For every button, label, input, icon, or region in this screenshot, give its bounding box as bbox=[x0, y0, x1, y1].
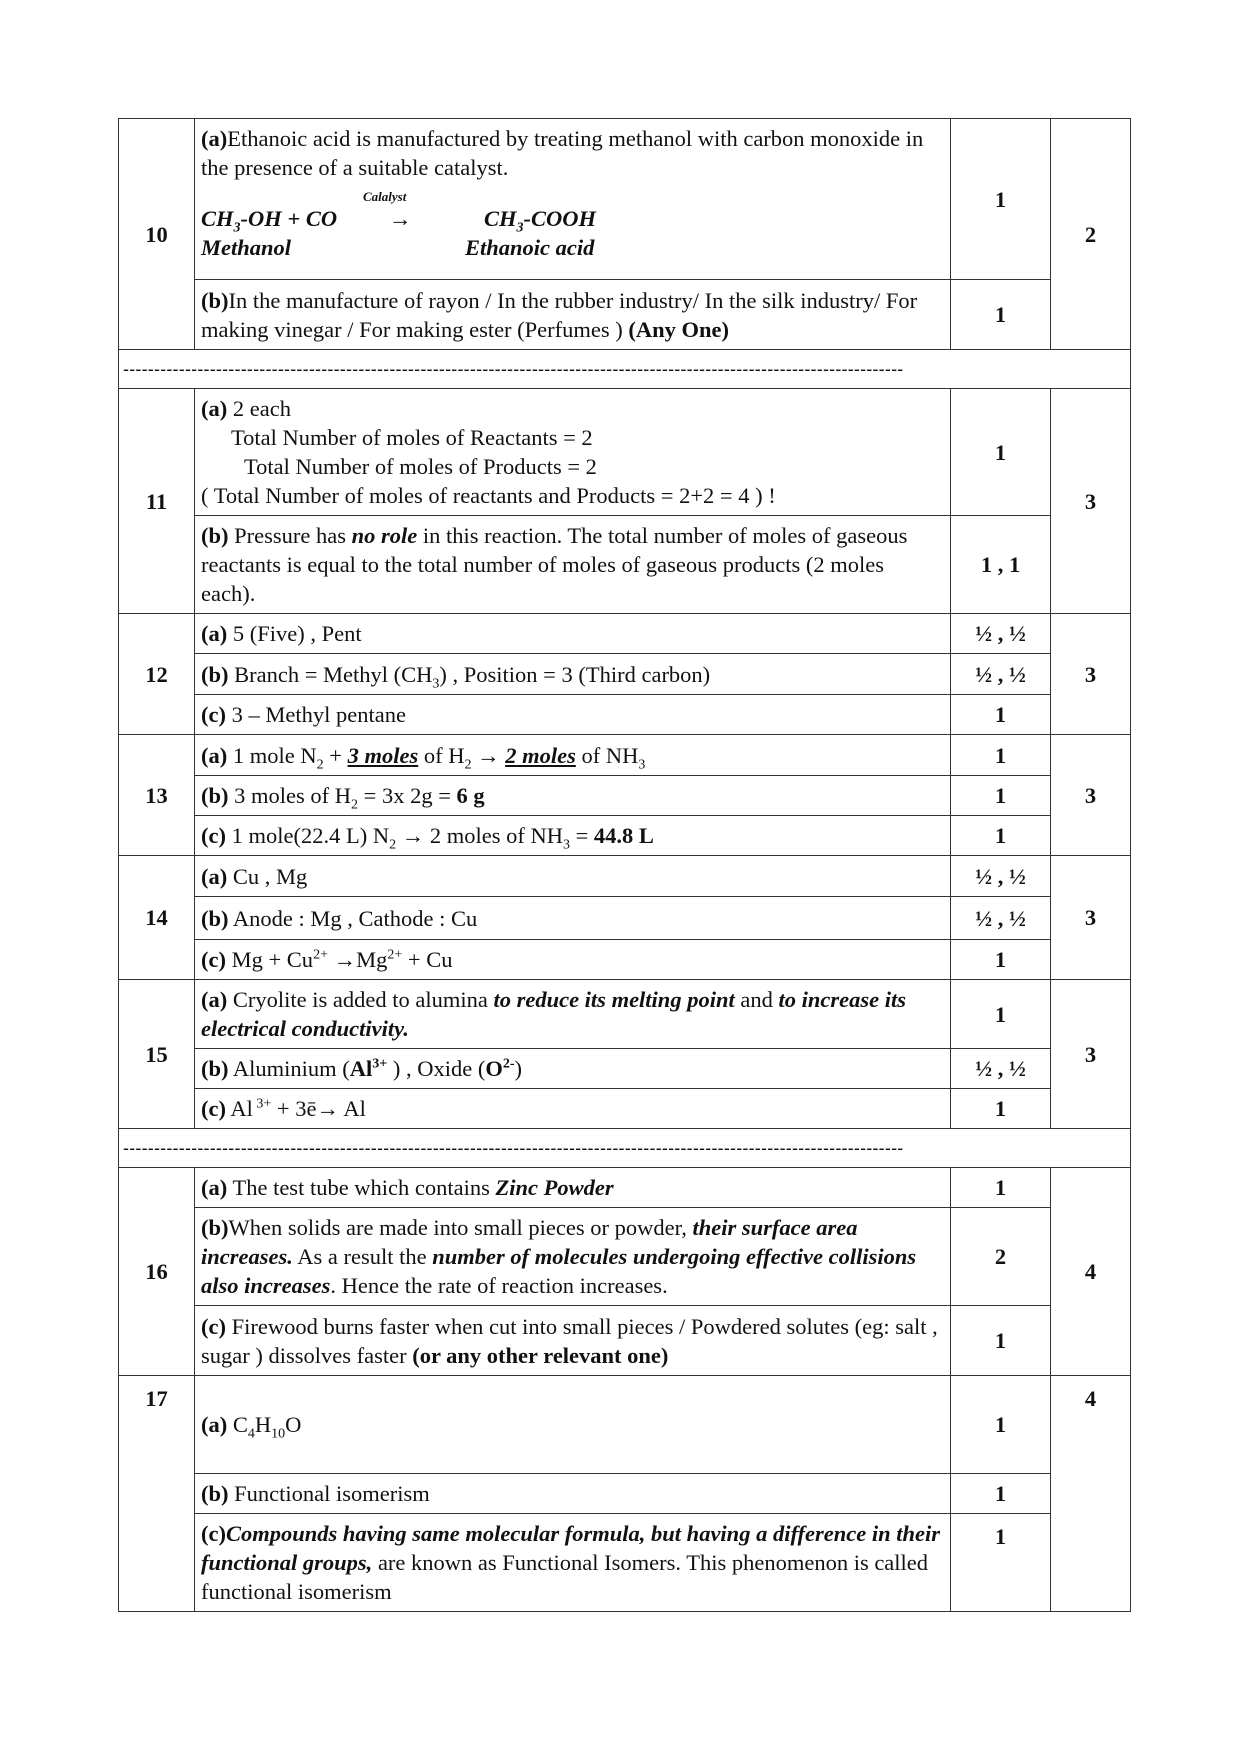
q10-row-b bbox=[119, 280, 1131, 350]
q12-marks-a: ½ , ½ bbox=[951, 614, 1051, 654]
q11-answer-a: (a) 2 each Total Number of moles of Reactants = 2 Total Number of moles of Products = 2 ( Total Number of moles of reactants and Products = 2+2 = 4 ) ! bbox=[195, 389, 951, 516]
q16-answer-b: (b)When solids are made into small pieces or powder, their surface area increases. As a result the number of molecules undergoing effective collisions also increases. Hence the rate of reaction increases. bbox=[195, 1208, 951, 1306]
q11-marks-b: 1 , 1 bbox=[951, 516, 1051, 614]
question-number-12: 12 bbox=[119, 614, 195, 735]
answer-key-sheet bbox=[118, 118, 1130, 1612]
q11-row-b bbox=[119, 516, 1131, 614]
q17-total-marks: 4 bbox=[1051, 1376, 1131, 1612]
marking-scheme-table bbox=[118, 118, 1131, 1612]
q12-answer-c: (c) 3 – Methyl pentane bbox=[195, 695, 951, 735]
q13-answer-c: (c) 1 mole(22.4 L) $N_2 \to 2$ moles of $NH_3 = 44.8$ L bbox=[195, 816, 951, 856]
q17-row-a bbox=[119, 1376, 1131, 1474]
q16-marks-a: 1 bbox=[951, 1168, 1051, 1208]
q12-total-marks: 3 bbox=[1051, 614, 1131, 735]
q16-row-a bbox=[119, 1168, 1131, 1208]
q12-row-a bbox=[119, 614, 1131, 654]
question-number-10: 10 bbox=[119, 119, 195, 350]
q17-marks-b: 1 bbox=[951, 1474, 1051, 1514]
question-number-15: 15 bbox=[119, 980, 195, 1129]
q14-answer-c: (c) $Mg + Cu^{2+} \to Mg^{2+} + Cu$ bbox=[195, 940, 951, 980]
q13-row-a bbox=[119, 735, 1131, 776]
q17-marks-c: 1 bbox=[951, 1514, 1051, 1612]
q14-marks-c: 1 bbox=[951, 940, 1051, 980]
q11-total-marks: 3 bbox=[1051, 389, 1131, 614]
q12-answer-b: (b) Branch = Methyl $(CH_3)$ , Position = 3 (Third carbon) bbox=[195, 654, 951, 695]
q11-answer-b: (b) Pressure has no role in this reaction. The total number of moles of gaseous reactants is equal to the total number of moles of gaseous products (2 moles each). bbox=[195, 516, 951, 614]
q13-row-b bbox=[119, 776, 1131, 816]
reaction-arrow: → bbox=[389, 206, 412, 231]
q14-row-b bbox=[119, 897, 1131, 940]
q13-answer-a: (a) 1 mole $N_2 + 3$ moles of $H_2 \to 2$ moles of $NH_3$ bbox=[195, 735, 951, 776]
q15-answer-c: (c) Al $^{3+}$ + 3ē→ Al bbox=[195, 1089, 951, 1129]
section-separator-2: ------------------------------------------------------------------------------------------------------------------------------ bbox=[119, 1129, 1131, 1168]
q17-row-c bbox=[119, 1514, 1131, 1612]
q17-row-b bbox=[119, 1474, 1131, 1514]
q12-marks-c: 1 bbox=[951, 695, 1051, 735]
q16-marks-b: 2 bbox=[951, 1208, 1051, 1306]
q17-answer-a: (a) $C_4H_{10}O$ bbox=[195, 1376, 951, 1474]
q15-marks-b: ½ , ½ bbox=[951, 1049, 1051, 1089]
q14-marks-b: ½ , ½ bbox=[951, 897, 1051, 940]
q15-row-b bbox=[119, 1049, 1131, 1089]
q12-row-c bbox=[119, 695, 1131, 735]
question-number-16: 16 bbox=[119, 1168, 195, 1376]
q14-marks-a: ½ , ½ bbox=[951, 856, 1051, 897]
q12-marks-b: ½ , ½ bbox=[951, 654, 1051, 695]
section-separator: ------------------------------------------------------------------------------------------------------------------------------ bbox=[119, 350, 1131, 389]
q13-marks-c: 1 bbox=[951, 816, 1051, 856]
q14-total-marks: 3 bbox=[1051, 856, 1131, 980]
q13-answer-b: (b) 3 moles of $H_2 = 3x$ 2g = 6 g bbox=[195, 776, 951, 816]
q13-row-c bbox=[119, 816, 1131, 856]
q10-total-marks: 2 bbox=[1051, 119, 1131, 350]
q11-row-a bbox=[119, 389, 1131, 516]
q13-marks-a: 1 bbox=[951, 735, 1051, 776]
q16-row-b bbox=[119, 1208, 1131, 1306]
q15-answer-b: (b) Aluminium ($Al^{3+}$ ) , Oxide $(O^{2-})$ bbox=[195, 1049, 951, 1089]
question-number-13: 13 bbox=[119, 735, 195, 856]
q12-answer-a: (a) 5 (Five) , Pent bbox=[195, 614, 951, 654]
q15-row-a bbox=[119, 980, 1131, 1049]
q10-equation: Calalyst $CH_3-OH$ + CO → $CH_3$-COOH Methanol Ethanoic acid bbox=[201, 182, 942, 274]
q15-marks-c: 1 bbox=[951, 1089, 1051, 1129]
q11-marks-a: 1 bbox=[951, 389, 1051, 516]
q10-marks-b: 1 bbox=[951, 280, 1051, 350]
q17-answer-c: (c)Compounds having same molecular formula, but having a difference in their functional groups, are known as Functional Isomers. This phenomenon is called functional isomerism bbox=[195, 1514, 951, 1612]
q14-answer-b: (b) Anode : Mg , Cathode : Cu bbox=[195, 897, 951, 940]
q10-row-a bbox=[119, 119, 1131, 280]
q10-answer-b: (b)In the manufacture of rayon / In the rubber industry/ In the silk industry/ For making vinegar / For making ester (Perfumes ) (Any One) bbox=[195, 280, 951, 350]
q14-answer-a: (a) Cu , Mg bbox=[195, 856, 951, 897]
question-number-14: 14 bbox=[119, 856, 195, 980]
catalyst-label: Calalyst bbox=[363, 189, 407, 204]
question-number-11: 11 bbox=[119, 389, 195, 614]
q13-marks-b: 1 bbox=[951, 776, 1051, 816]
q14-row-c bbox=[119, 940, 1131, 980]
q17-marks-a: 1 bbox=[951, 1376, 1051, 1474]
q16-answer-c: (c) Firewood burns faster when cut into small pieces / Powdered solutes (eg: salt , sugar ) dissolves faster (or any other relevant one) bbox=[195, 1306, 951, 1376]
q16-marks-c: 1 bbox=[951, 1306, 1051, 1376]
q15-row-c bbox=[119, 1089, 1131, 1129]
q13-total-marks: 3 bbox=[1051, 735, 1131, 856]
q15-answer-a: (a) Cryolite is added to alumina to reduce its melting point and to increase its electrical conductivity. bbox=[195, 980, 951, 1049]
q10-answer-a: (a)Ethanoic acid is manufactured by treating methanol with carbon monoxide in the presence of a suitable catalyst. Calalyst $CH_3-OH$ + CO → $CH_3$-COOH Methanol Ethanoic acid bbox=[195, 119, 951, 280]
question-number-17: 17 bbox=[119, 1376, 195, 1612]
q16-row-c bbox=[119, 1306, 1131, 1376]
q15-marks-a: 1 bbox=[951, 980, 1051, 1049]
q14-row-a bbox=[119, 856, 1131, 897]
q10-marks-a: 1 bbox=[951, 119, 1051, 280]
q16-total-marks: 4 bbox=[1051, 1168, 1131, 1376]
q16-answer-a: (a) The test tube which contains Zinc Powder bbox=[195, 1168, 951, 1208]
q15-total-marks: 3 bbox=[1051, 980, 1131, 1129]
q12-row-b bbox=[119, 654, 1131, 695]
q17-answer-b: (b) Functional isomerism bbox=[195, 1474, 951, 1514]
